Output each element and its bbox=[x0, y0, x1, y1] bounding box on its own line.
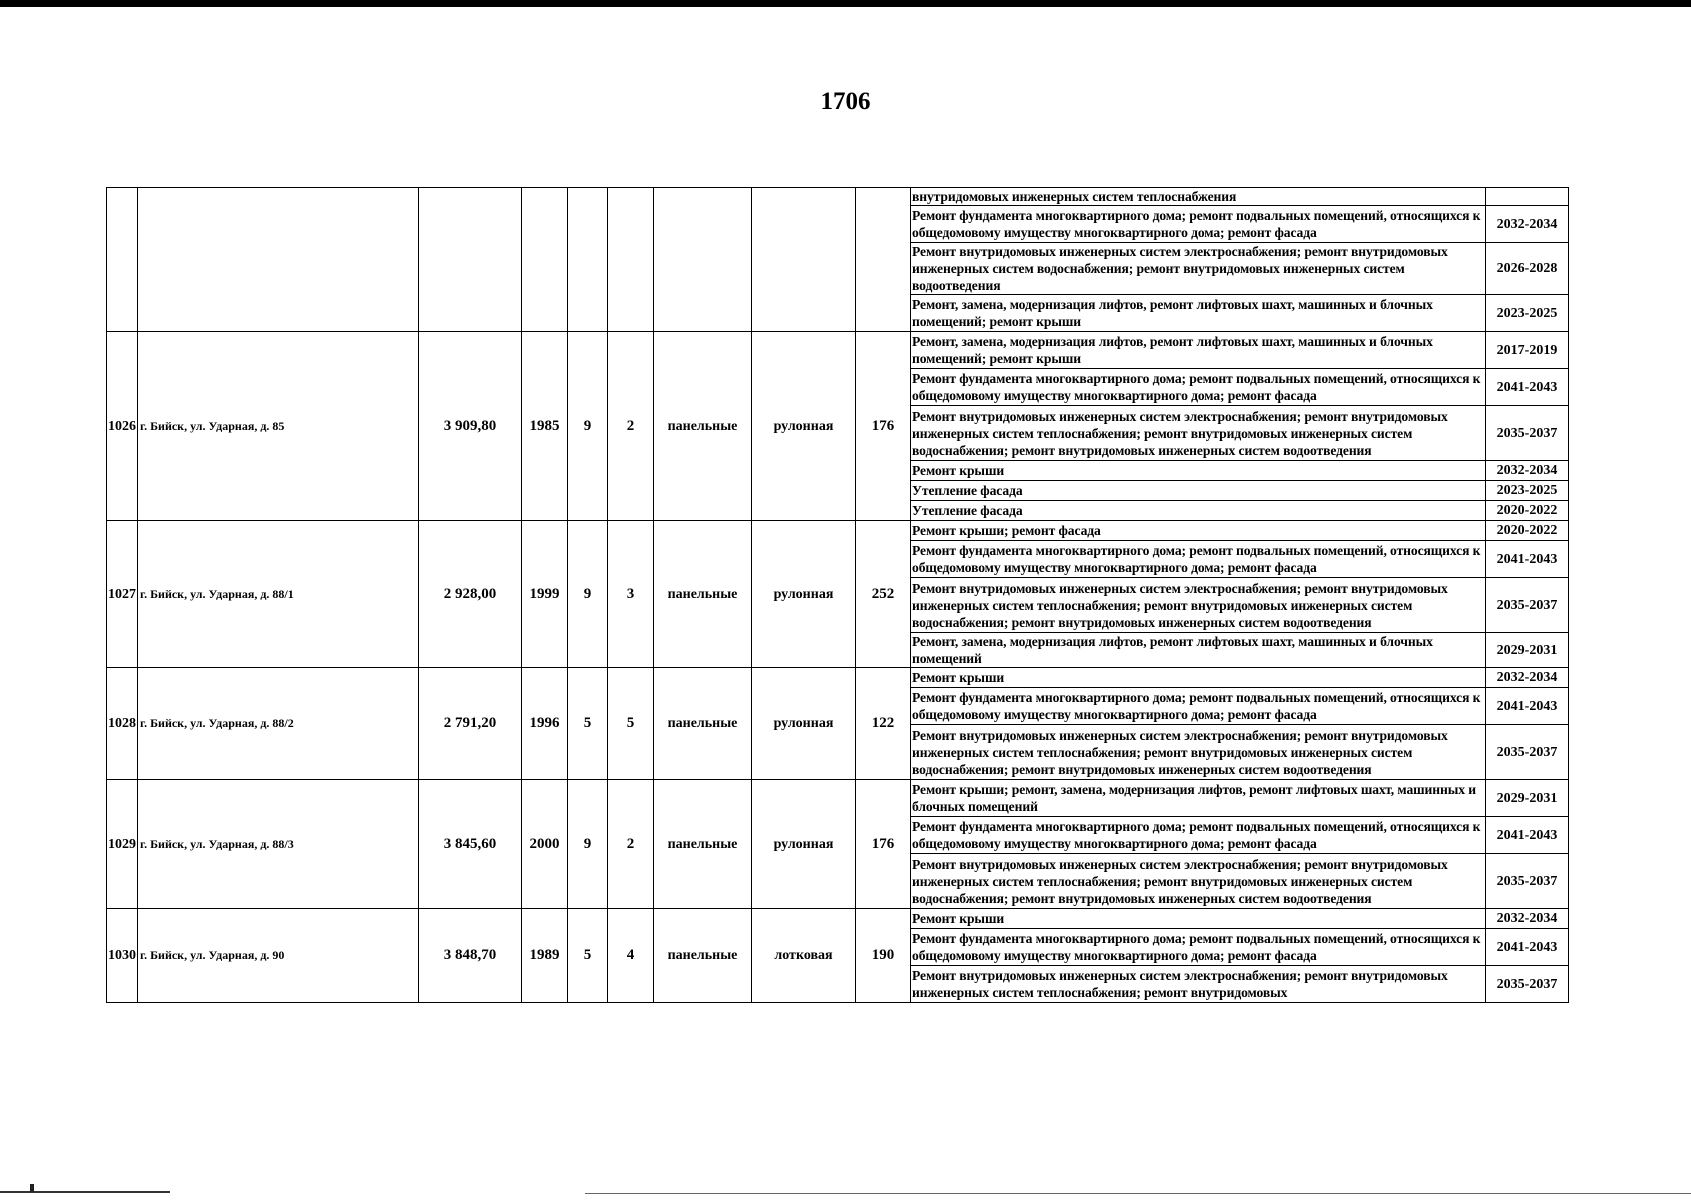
walls-cell: панельные bbox=[654, 332, 752, 521]
area-cell bbox=[419, 188, 522, 332]
period-cell: 2041-2043 bbox=[1486, 369, 1569, 406]
entrances-cell: 2 bbox=[608, 780, 654, 909]
work-type-cell: Ремонт внутридомовых инженерных систем электроснабжения; ремонт внутридомовых инженерных систем теплоснабжения; ремонт внутридомовых bbox=[911, 966, 1486, 1003]
row-number-cell: 1026 bbox=[107, 332, 138, 521]
period-cell: 2035-2037 bbox=[1486, 578, 1569, 633]
apartments-cell: 190 bbox=[856, 909, 911, 1003]
walls-cell bbox=[654, 188, 752, 332]
work-type-cell: Ремонт крыши; ремонт, замена, модернизация лифтов, ремонт лифтовых шахт, машинных и блочных помещений bbox=[911, 780, 1486, 817]
row-number-cell: 1030 bbox=[107, 909, 138, 1003]
work-type-cell: Ремонт внутридомовых инженерных систем электроснабжения; ремонт внутридомовых инженерных систем теплоснабжения; ремонт внутридомовых инженерных систем водоснабжения; ремонт внутридомовых инженерных систем водоотведения bbox=[911, 406, 1486, 461]
area-cell: 3 845,60 bbox=[419, 780, 522, 909]
period-cell: 2035-2037 bbox=[1486, 725, 1569, 780]
address-cell: г. Бийск, ул. Ударная, д. 85 bbox=[138, 332, 419, 521]
apartments-cell: 122 bbox=[856, 668, 911, 780]
roof-cell: рулонная bbox=[752, 332, 856, 521]
roof-cell bbox=[752, 188, 856, 332]
work-type-cell: Ремонт фундамента многоквартирного дома; ремонт подвальных помещений, относящихся к общедомовому имуществу многоквартирного дома; ремонт фасада bbox=[911, 206, 1486, 243]
table-row bbox=[107, 668, 1569, 688]
row-number-cell bbox=[107, 188, 138, 332]
entrances-cell: 4 bbox=[608, 909, 654, 1003]
period-cell: 2029-2031 bbox=[1486, 633, 1569, 668]
period-cell: 2041-2043 bbox=[1486, 817, 1569, 854]
area-cell: 3 848,70 bbox=[419, 909, 522, 1003]
period-cell: 2020-2022 bbox=[1486, 501, 1569, 521]
walls-cell: панельные bbox=[654, 521, 752, 668]
year-cell: 1996 bbox=[522, 668, 568, 780]
period-cell: 2026-2028 bbox=[1486, 243, 1569, 295]
work-type-cell: Ремонт крыши; ремонт фасада bbox=[911, 521, 1486, 541]
scan-mark bbox=[30, 1184, 34, 1192]
work-type-cell: Ремонт, замена, модернизация лифтов, ремонт лифтовых шахт, машинных и блочных помещений; ремонт крыши bbox=[911, 332, 1486, 369]
work-type-cell: Ремонт фундамента многоквартирного дома; ремонт подвальных помещений, относящихся к общедомовому имуществу многоквартирного дома; ремонт фасада bbox=[911, 541, 1486, 578]
period-cell: 2017-2019 bbox=[1486, 332, 1569, 369]
period-cell: 2023-2025 bbox=[1486, 295, 1569, 332]
roof-cell: лотковая bbox=[752, 909, 856, 1003]
period-cell: 2041-2043 bbox=[1486, 929, 1569, 966]
roof-cell: рулонная bbox=[752, 668, 856, 780]
table-row bbox=[107, 780, 1569, 817]
floors-cell: 5 bbox=[568, 909, 608, 1003]
work-type-cell: Ремонт фундамента многоквартирного дома; ремонт подвальных помещений, относящихся к общедомовому имуществу многоквартирного дома; ремонт фасада bbox=[911, 817, 1486, 854]
roof-cell: рулонная bbox=[752, 780, 856, 909]
area-cell: 2 928,00 bbox=[419, 521, 522, 668]
page-number: 1706 bbox=[820, 88, 871, 115]
year-cell: 1999 bbox=[522, 521, 568, 668]
table-row bbox=[107, 332, 1569, 369]
address-cell: г. Бийск, ул. Ударная, д. 88/1 bbox=[138, 521, 419, 668]
row-number-cell: 1027 bbox=[107, 521, 138, 668]
apartments-cell bbox=[856, 188, 911, 332]
period-cell: 2032-2034 bbox=[1486, 909, 1569, 929]
period-cell: 2035-2037 bbox=[1486, 854, 1569, 909]
scan-top-edge bbox=[0, 0, 1691, 7]
work-type-cell: Ремонт фундамента многоквартирного дома; ремонт подвальных помещений, относящихся к общедомовому имуществу многоквартирного дома; ремонт фасада bbox=[911, 688, 1486, 725]
work-type-cell: Ремонт внутридомовых инженерных систем электроснабжения; ремонт внутридомовых инженерных систем теплоснабжения; ремонт внутридомовых инженерных систем водоснабжения; ремонт внутридомовых инженерных систем водоотведения bbox=[911, 854, 1486, 909]
period-cell: 2032-2034 bbox=[1486, 461, 1569, 481]
period-cell: 2041-2043 bbox=[1486, 541, 1569, 578]
floors-cell: 9 bbox=[568, 521, 608, 668]
work-type-cell: Утепление фасада bbox=[911, 481, 1486, 501]
year-cell: 1985 bbox=[522, 332, 568, 521]
floors-cell: 5 bbox=[568, 668, 608, 780]
period-cell bbox=[1486, 188, 1569, 206]
scan-bottom-line bbox=[0, 1191, 170, 1193]
walls-cell: панельные bbox=[654, 909, 752, 1003]
table-row bbox=[107, 188, 1569, 206]
address-cell: г. Бийск, ул. Ударная, д. 90 bbox=[138, 909, 419, 1003]
work-type-cell: Ремонт фундамента многоквартирного дома; ремонт подвальных помещений, относящихся к общедомовому имуществу многоквартирного дома; ремонт фасада bbox=[911, 929, 1486, 966]
work-type-cell: Ремонт крыши bbox=[911, 909, 1486, 929]
row-number-cell: 1029 bbox=[107, 780, 138, 909]
roof-cell: рулонная bbox=[752, 521, 856, 668]
address-cell: г. Бийск, ул. Ударная, д. 88/3 bbox=[138, 780, 419, 909]
work-type-cell: Ремонт, замена, модернизация лифтов, ремонт лифтовых шахт, машинных и блочных помещений bbox=[911, 633, 1486, 668]
period-cell: 2035-2037 bbox=[1486, 406, 1569, 461]
entrances-cell bbox=[608, 188, 654, 332]
entrances-cell: 2 bbox=[608, 332, 654, 521]
period-cell: 2029-2031 bbox=[1486, 780, 1569, 817]
work-type-cell: Утепление фасада bbox=[911, 501, 1486, 521]
period-cell: 2023-2025 bbox=[1486, 481, 1569, 501]
address-cell bbox=[138, 188, 419, 332]
work-type-cell: Ремонт внутридомовых инженерных систем электроснабжения; ремонт внутридомовых инженерных систем теплоснабжения; ремонт внутридомовых инженерных систем водоснабжения; ремонт внутридомовых инженерных систем водоотведения bbox=[911, 725, 1486, 780]
floors-cell: 9 bbox=[568, 780, 608, 909]
work-type-cell: Ремонт внутридомовых инженерных систем электроснабжения; ремонт внутридомовых инженерных систем теплоснабжения; ремонт внутридомовых инженерных систем водоснабжения; ремонт внутридомовых инженерных систем водоотведения bbox=[911, 578, 1486, 633]
apartments-cell: 176 bbox=[856, 332, 911, 521]
area-cell: 2 791,20 bbox=[419, 668, 522, 780]
work-type-cell: Ремонт крыши bbox=[911, 668, 1486, 688]
address-cell: г. Бийск, ул. Ударная, д. 88/2 bbox=[138, 668, 419, 780]
year-cell bbox=[522, 188, 568, 332]
table-row bbox=[107, 909, 1569, 929]
work-type-cell: Ремонт крыши bbox=[911, 461, 1486, 481]
table-row bbox=[107, 521, 1569, 541]
period-cell: 2032-2034 bbox=[1486, 668, 1569, 688]
floors-cell: 9 bbox=[568, 332, 608, 521]
apartments-cell: 176 bbox=[856, 780, 911, 909]
row-number-cell: 1028 bbox=[107, 668, 138, 780]
walls-cell: панельные bbox=[654, 668, 752, 780]
area-cell: 3 909,80 bbox=[419, 332, 522, 521]
work-type-cell: Ремонт фундамента многоквартирного дома; ремонт подвальных помещений, относящихся к общедомовому имуществу многоквартирного дома; ремонт фасада bbox=[911, 369, 1486, 406]
year-cell: 1989 bbox=[522, 909, 568, 1003]
entrances-cell: 5 bbox=[608, 668, 654, 780]
scan-bottom-line bbox=[585, 1193, 1691, 1194]
period-cell: 2020-2022 bbox=[1486, 521, 1569, 541]
period-cell: 2035-2037 bbox=[1486, 966, 1569, 1003]
work-type-cell: Ремонт внутридомовых инженерных систем электроснабжения; ремонт внутридомовых инженерных систем водоснабжения; ремонт внутридомовых инженерных систем водоотведения bbox=[911, 243, 1486, 295]
entrances-cell: 3 bbox=[608, 521, 654, 668]
apartments-cell: 252 bbox=[856, 521, 911, 668]
period-cell: 2032-2034 bbox=[1486, 206, 1569, 243]
floors-cell bbox=[568, 188, 608, 332]
table-body bbox=[107, 188, 1569, 1003]
work-type-cell: Ремонт, замена, модернизация лифтов, ремонт лифтовых шахт, машинных и блочных помещений; ремонт крыши bbox=[911, 295, 1486, 332]
period-cell: 2041-2043 bbox=[1486, 688, 1569, 725]
repair-program-table bbox=[106, 187, 1569, 1003]
year-cell: 2000 bbox=[522, 780, 568, 909]
walls-cell: панельные bbox=[654, 780, 752, 909]
work-type-cell: внутридомовых инженерных систем теплоснабжения bbox=[911, 188, 1486, 206]
